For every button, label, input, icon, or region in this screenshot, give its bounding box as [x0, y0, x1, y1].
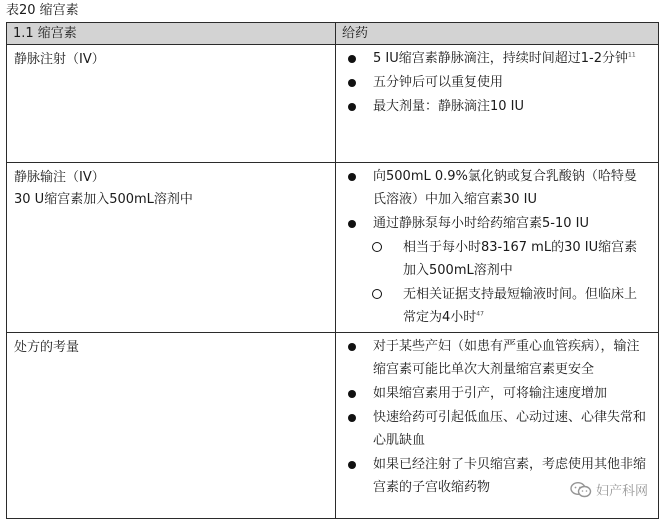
- bullet-dot-icon: [348, 461, 356, 469]
- route-cell: [7, 45, 336, 163]
- bullet-dot-icon: [348, 103, 356, 111]
- list-item: 最大剂量：静脉滴注10 IU: [336, 95, 654, 118]
- details-cell: [336, 163, 659, 333]
- route-label: 静脉注射（IV）: [14, 52, 105, 67]
- bullet-dot-icon: [348, 173, 356, 181]
- bullet-dot-icon: [348, 390, 356, 398]
- table-row: [7, 333, 659, 519]
- table-row: [7, 163, 659, 333]
- sub-list-item: 相当于每小时83-167 mL的30 IU缩宫素加入500mL溶剂中: [336, 236, 654, 282]
- sub-list-item: 无相关证据支持最短输液时间。但临床上常定为4小时$^{47}$: [336, 283, 654, 329]
- reference-number: 11: [628, 51, 636, 59]
- list-item: 5 IU缩宫素静脉滴注，持续时间超过1-2分钟$^{11}$: [336, 47, 654, 70]
- hollow-bullet-icon: [372, 242, 382, 252]
- list-item: 五分钟后可以重复使用: [336, 71, 654, 94]
- list-item: 对于某些产妇（如患有严重心血管疾病），输注缩宫素可能比单次大剂量缩宫素更安全: [336, 335, 654, 381]
- header-administration: 给药: [336, 23, 659, 45]
- watermark: [570, 480, 648, 499]
- watermark-text: 妇产科网: [595, 484, 648, 499]
- list-item: 如果缩宫素用于引产，可将输注速度增加: [336, 382, 654, 405]
- route-label: 处方的考量: [14, 340, 80, 355]
- list-item: 通过静脉泵每小时给药缩宫素5-10 IU: [336, 212, 654, 235]
- chat-bubbles-icon: [570, 481, 592, 499]
- table-header-row: [7, 23, 659, 45]
- table-caption: 表20 缩宫素: [6, 3, 79, 18]
- oxytocin-table: [6, 22, 659, 519]
- list-item: 向500mL 0.9%氯化钠或复合乳酸钠（哈特曼氏溶液）中加入缩宫素30 IU: [336, 165, 654, 211]
- hollow-bullet-icon: [372, 289, 382, 299]
- bullet-dot-icon: [348, 220, 356, 228]
- route-description: 30 U缩宫素加入500mL溶剂中: [14, 192, 193, 207]
- bullet-dot-icon: [348, 55, 356, 63]
- bullet-dot-icon: [348, 79, 356, 87]
- list-item: 快速给药可引起低血压、心动过速、心律失常和心肌缺血: [336, 406, 654, 452]
- bullet-dot-icon: [348, 343, 356, 351]
- list-item: 如果已经注射了卡贝缩宫素，考虑使用其他非缩宫素的子宫收缩药物: [336, 453, 654, 499]
- route-cell: [7, 163, 336, 333]
- header-drug: 1.1 缩宫素: [7, 23, 336, 45]
- route-label: 静脉输注（IV）: [14, 170, 105, 185]
- table-row: [7, 45, 659, 163]
- reference-number: 47: [476, 310, 484, 318]
- route-cell: [7, 333, 336, 519]
- bullet-dot-icon: [348, 414, 356, 422]
- details-cell: [336, 45, 659, 163]
